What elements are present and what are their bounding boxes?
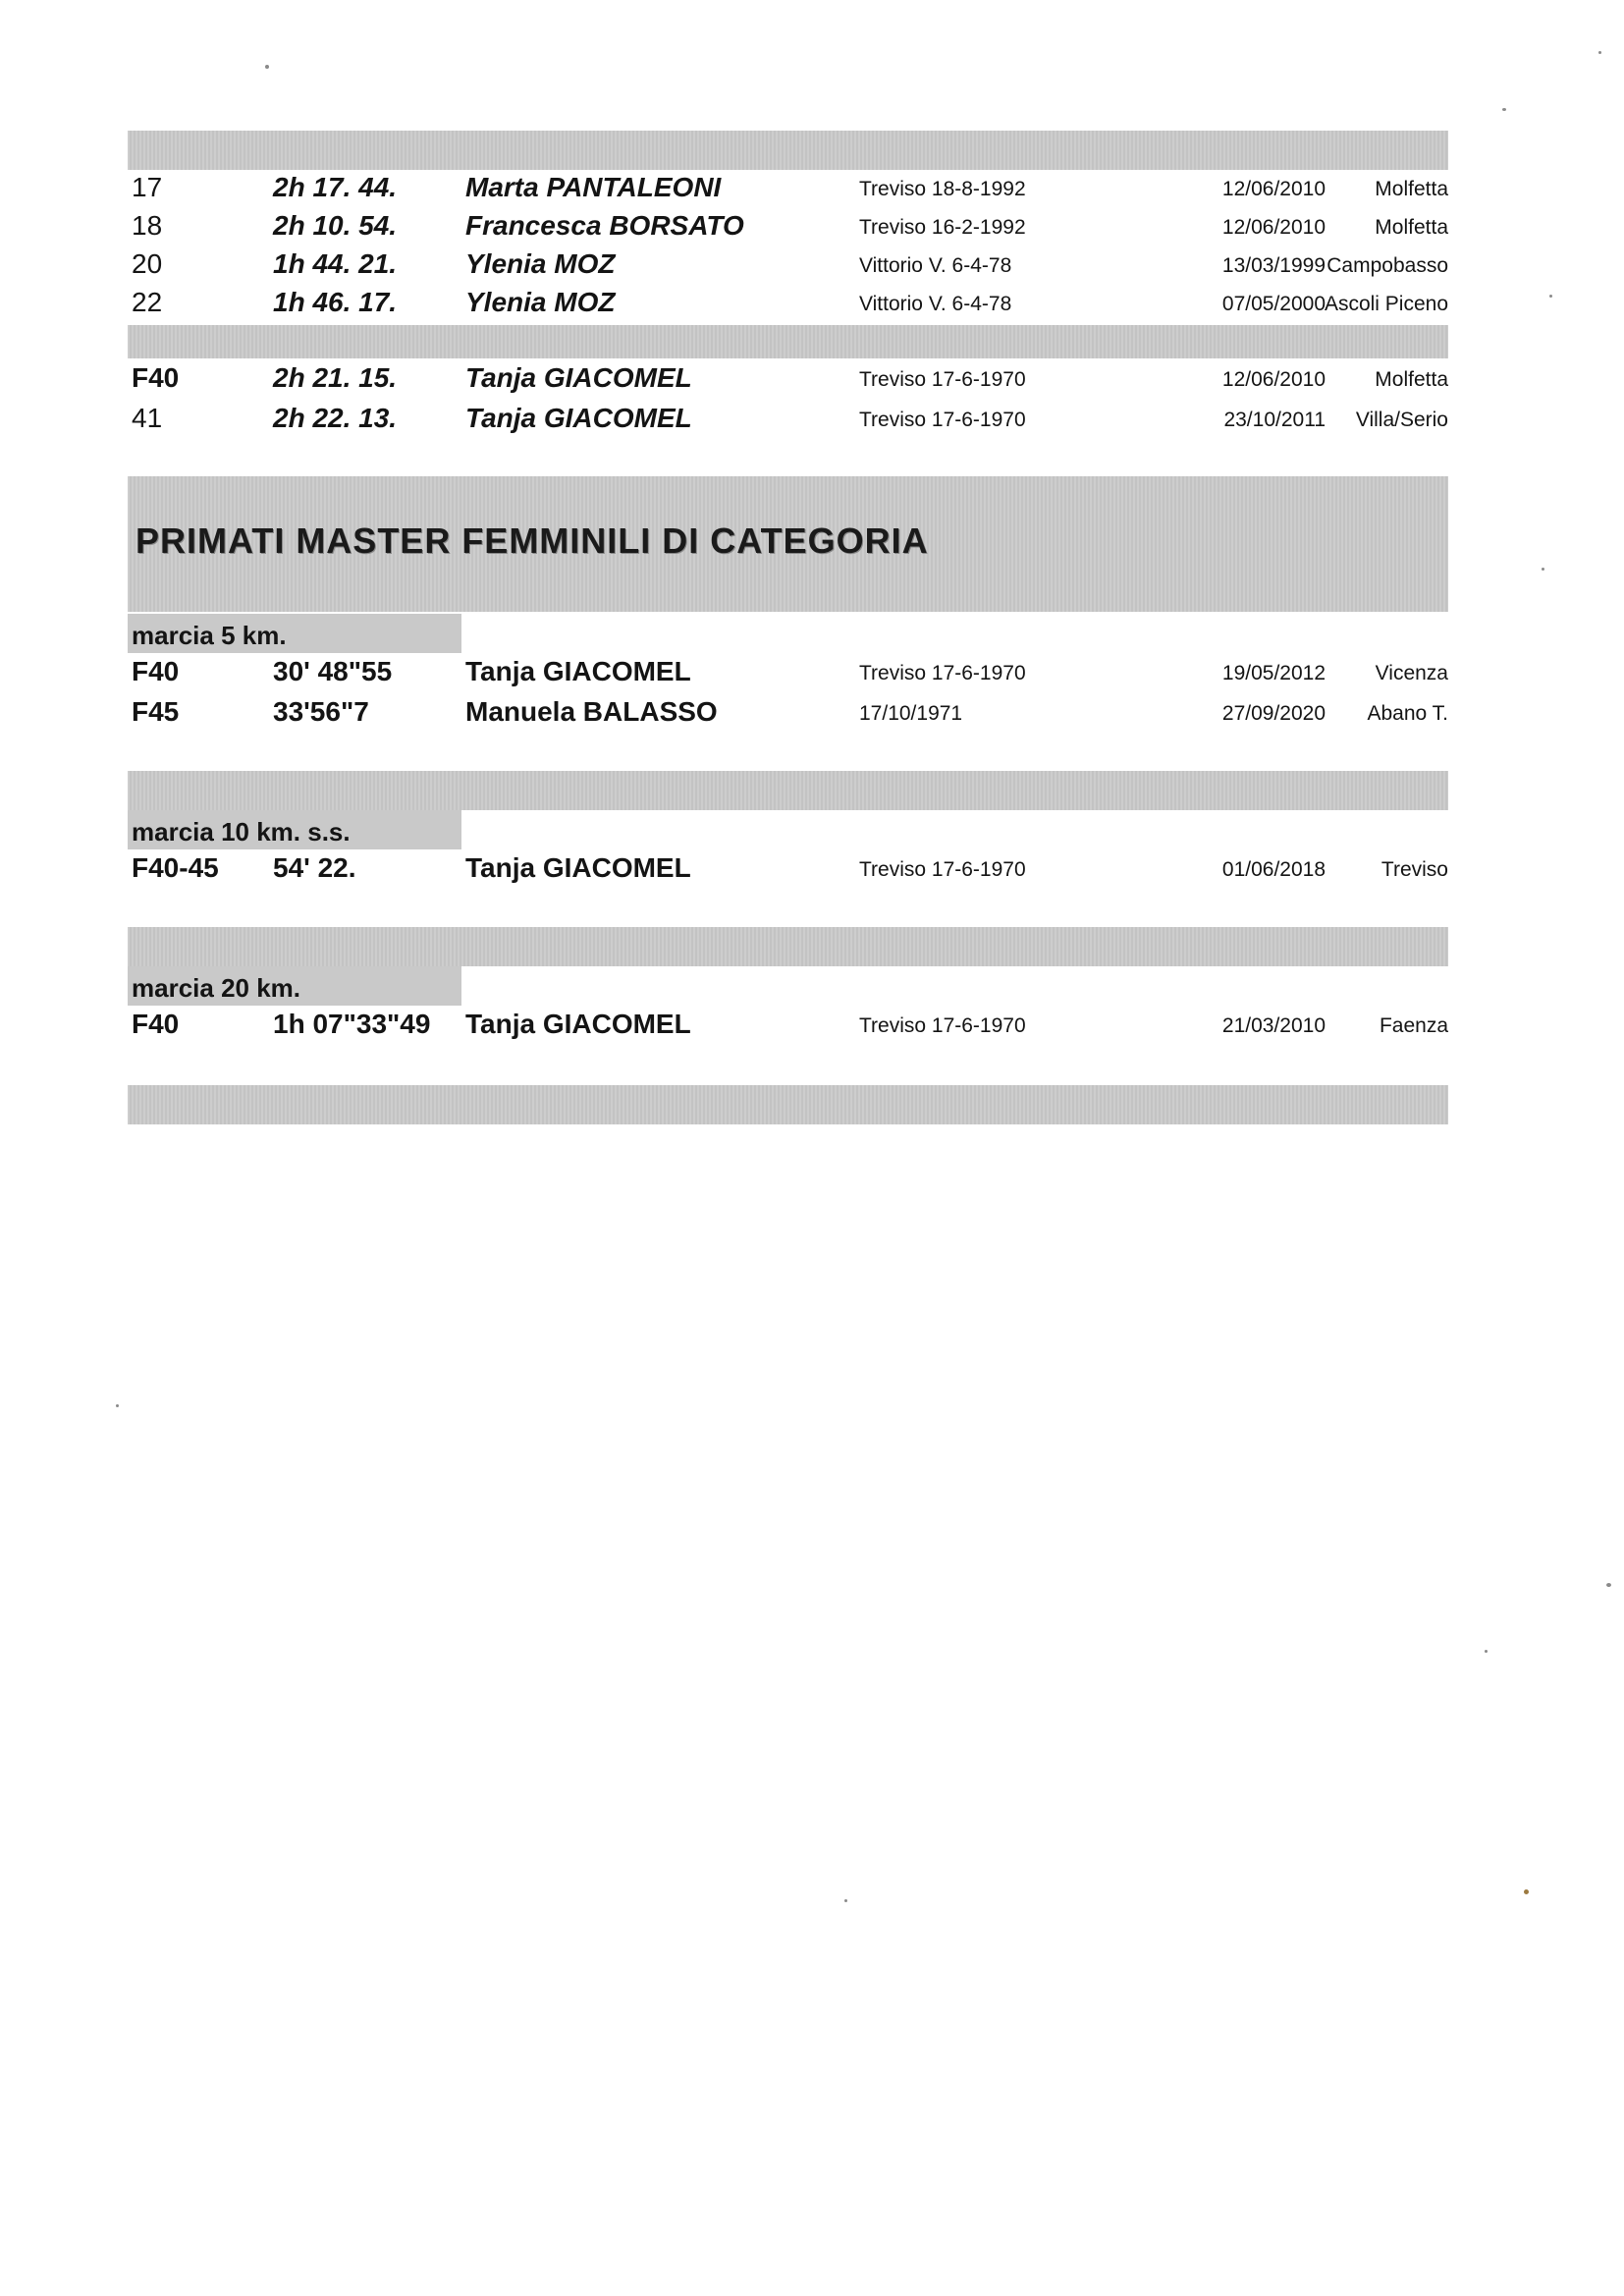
place-cell: Campobasso: [1326, 254, 1448, 277]
section-label: [128, 966, 461, 1006]
athlete-cell: Tanja GIACOMEL: [465, 1009, 691, 1039]
date-cell: 01/06/2018: [1221, 858, 1326, 881]
date-cell: 12/06/2010: [1221, 368, 1326, 391]
place-cell: Faenza: [1379, 1014, 1448, 1037]
athlete-cell: Ylenia MOZ: [465, 287, 616, 317]
table-row: [128, 852, 1448, 890]
place-cell: Vicenza: [1375, 662, 1448, 684]
category-cell: 17: [132, 172, 163, 202]
time-cell: 2h 22. 13.: [273, 403, 398, 433]
table-row: [128, 696, 1448, 734]
athlete-cell: Tanja GIACOMEL: [465, 656, 691, 686]
table-row: [128, 172, 1448, 209]
category-cell: F45: [132, 696, 180, 727]
place-cell: Molfetta: [1375, 216, 1448, 239]
scan-speck: [1524, 1889, 1529, 1894]
category-cell: F40: [132, 362, 180, 393]
section-label: [128, 614, 461, 653]
category-cell: 41: [132, 403, 163, 433]
athlete-cell: Tanja GIACOMEL: [465, 852, 691, 883]
scan-speck: [1485, 1650, 1488, 1653]
date-cell: 07/05/2000: [1221, 293, 1326, 315]
divider-bar: [128, 325, 1448, 358]
table-row: [128, 248, 1448, 286]
place-cell: Ascoli Piceno: [1324, 293, 1448, 315]
divider-bar: [128, 771, 1448, 810]
birth-cell: Treviso 17-6-1970: [859, 368, 1026, 391]
header-bar: [128, 131, 1448, 170]
category-cell: 18: [132, 210, 163, 241]
table-row: [128, 1009, 1448, 1046]
scan-speck: [1502, 108, 1506, 111]
date-cell: 27/09/2020: [1221, 702, 1326, 725]
birth-cell: 17/10/1971: [859, 702, 963, 725]
time-cell: 30' 48"55: [273, 656, 393, 686]
birth-cell: Treviso 17-6-1970: [859, 662, 1026, 684]
scan-speck: [1606, 1583, 1611, 1587]
category-cell: F40: [132, 656, 180, 686]
birth-cell: Treviso 18-8-1992: [859, 178, 1026, 200]
birth-cell: Treviso 17-6-1970: [859, 858, 1026, 881]
date-cell: 19/05/2012: [1221, 662, 1326, 684]
birth-cell: Treviso 17-6-1970: [859, 1014, 1026, 1037]
scan-speck: [265, 65, 269, 69]
table-row: [128, 210, 1448, 247]
birth-cell: Treviso 17-6-1970: [859, 409, 1026, 431]
athlete-cell: Ylenia MOZ: [465, 248, 616, 279]
section-label: [128, 810, 461, 849]
birth-cell: Vittorio V. 6-4-78: [859, 254, 1012, 277]
time-cell: 1h 46. 17.: [273, 287, 398, 317]
category-cell: 20: [132, 248, 163, 279]
birth-cell: Treviso 16-2-1992: [859, 216, 1026, 239]
place-cell: Molfetta: [1375, 368, 1448, 391]
birth-cell: Vittorio V. 6-4-78: [859, 293, 1012, 315]
time-cell: 2h 17. 44.: [273, 172, 398, 202]
date-cell: 12/06/2010: [1221, 178, 1326, 200]
place-cell: Abano T.: [1367, 702, 1448, 725]
date-cell: 13/03/1999: [1221, 254, 1326, 277]
place-cell: Treviso: [1380, 858, 1448, 881]
time-cell: 1h 44. 21.: [273, 248, 398, 279]
table-row: [128, 656, 1448, 693]
time-cell: 2h 10. 54.: [273, 210, 398, 241]
athlete-cell: Marta PANTALEONI: [465, 172, 722, 202]
time-cell: 33'56"7: [273, 696, 369, 727]
footer-bar: [128, 1085, 1448, 1124]
date-cell: 12/06/2010: [1221, 216, 1326, 239]
category-cell: F40: [132, 1009, 180, 1039]
athlete-cell: Francesca BORSATO: [465, 210, 744, 241]
place-cell: Villa/Serio: [1355, 409, 1448, 431]
athlete-cell: Manuela BALASSO: [465, 696, 718, 727]
table-row: [128, 403, 1448, 440]
section-label-text: marcia 5 km.: [132, 621, 287, 650]
scan-speck: [1549, 295, 1552, 298]
section-label-text: marcia 10 km. s.s.: [132, 817, 351, 847]
place-cell: Molfetta: [1375, 178, 1448, 200]
table-row: [128, 362, 1448, 400]
section-label-text: marcia 20 km.: [132, 973, 301, 1003]
scan-speck: [1598, 51, 1601, 54]
date-cell: 23/10/2011: [1223, 409, 1326, 431]
scan-speck: [1542, 568, 1544, 571]
athlete-cell: Tanja GIACOMEL: [465, 403, 692, 433]
category-cell: F40-45: [132, 852, 219, 883]
athlete-cell: Tanja GIACOMEL: [465, 362, 692, 393]
scan-speck: [844, 1899, 847, 1902]
divider-bar: [128, 927, 1448, 966]
category-cell: 22: [132, 287, 163, 317]
date-cell: 21/03/2010: [1221, 1014, 1326, 1037]
time-cell: 1h 07"33"49: [273, 1009, 431, 1039]
scan-speck: [116, 1404, 119, 1407]
table-row: [128, 287, 1448, 324]
time-cell: 54' 22.: [273, 852, 356, 883]
section-title: PRIMATI MASTER FEMMINILI DI CATEGORIA: [135, 520, 929, 561]
time-cell: 2h 21. 15.: [273, 362, 398, 393]
